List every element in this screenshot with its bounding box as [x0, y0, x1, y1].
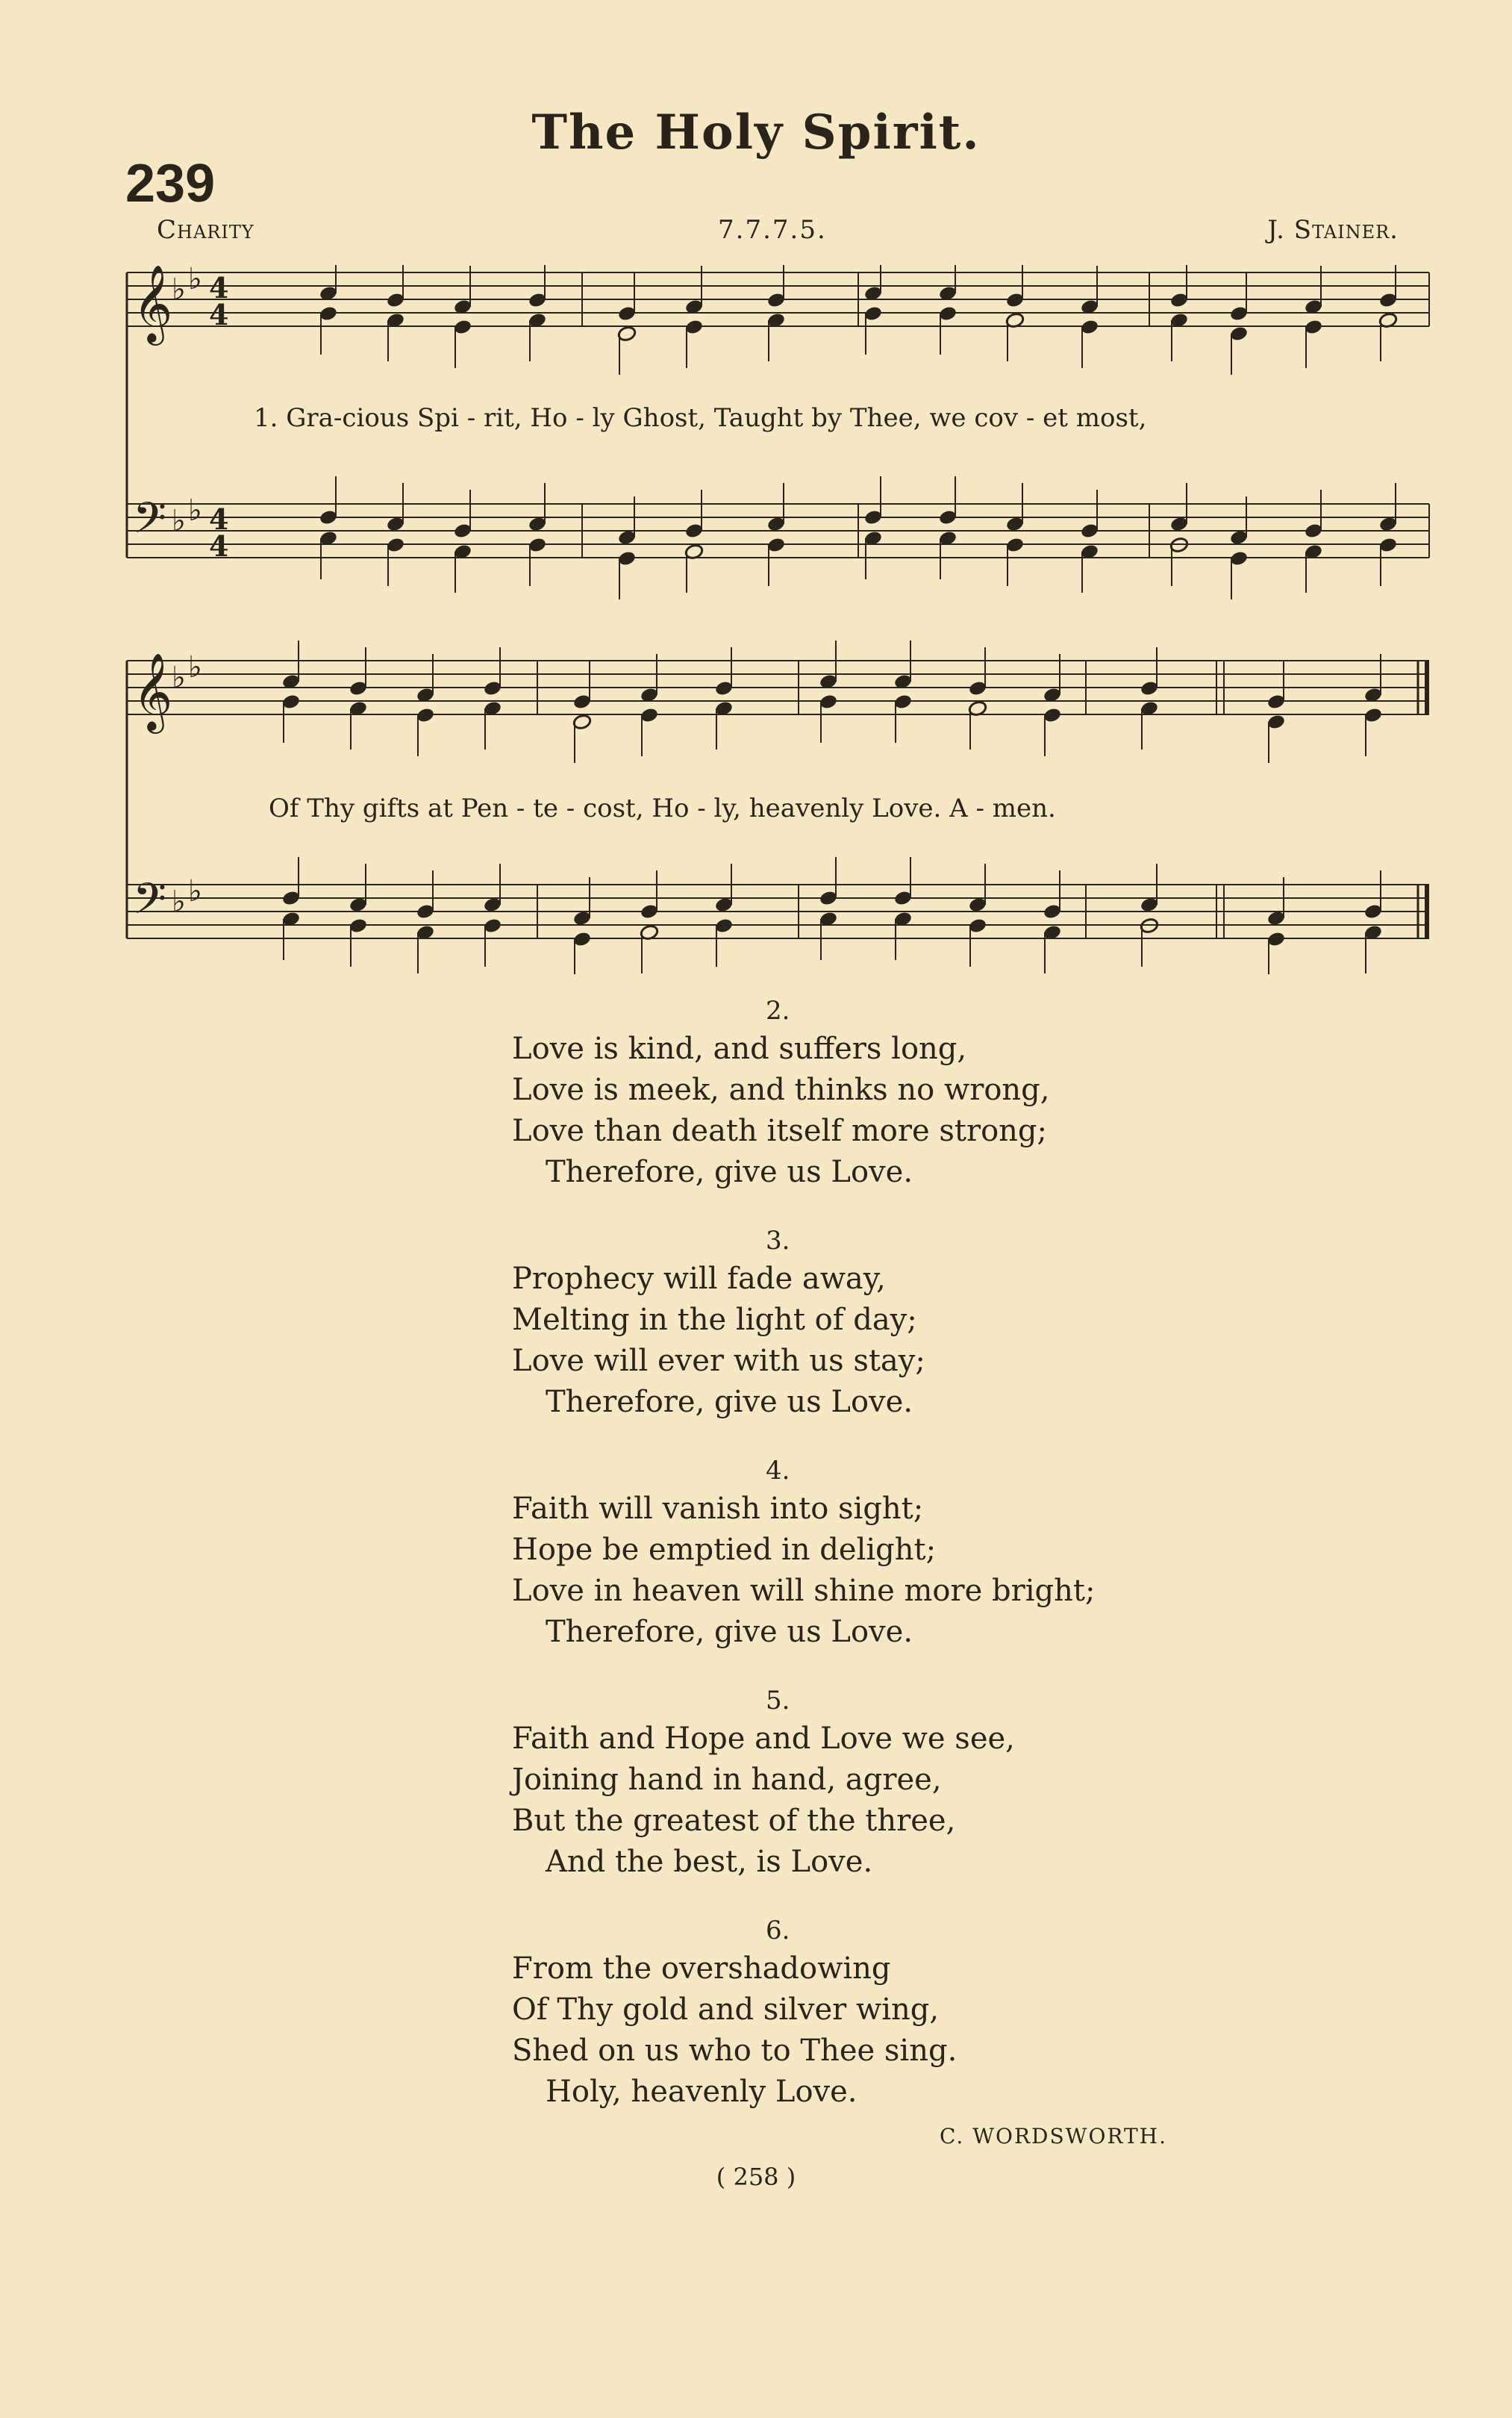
stanza: 6. From the overshadowing Of Thy gold and silver wing, Shed on us who to Thee sing. Holy, heavenly Love. [512, 1916, 958, 2109]
svg-text:♭: ♭ [188, 650, 202, 685]
composer: J. Stainer. [1267, 215, 1399, 245]
tune-name: Charity [157, 215, 254, 245]
stanza: 5. Faith and Hope and Love we see, Joining hand in hand, agree, But the greatest of the three, And the best, is Love. [512, 1686, 1015, 1879]
meter: 7.7.7.5. [718, 215, 827, 245]
svg-text:♭: ♭ [172, 272, 186, 307]
svg-text:4: 4 [209, 271, 229, 305]
lyrics-system-2: Of Thy gifts at Pen - te - cost, Ho - ly, heavenly Love. A - men. [269, 794, 1056, 823]
stanza: 4. Faith will vanish into sight; Hope be emptied in delight; Love in heaven will shine more bright; Therefore, give us Love. [512, 1456, 1096, 1649]
system2-treble-staff [127, 661, 1429, 714]
treble-clef-icon: 𝄞 [133, 652, 173, 731]
page-number: ( 258 ) [716, 2163, 796, 2191]
svg-text:♭: ♭ [172, 504, 186, 538]
bass-clef-icon: 𝄢 [133, 493, 167, 554]
svg-text:♭: ♭ [188, 265, 202, 296]
section-title: The Holy Spirit. [531, 105, 981, 161]
stanza: 2. Love is kind, and suffers long, Love is meek, and thinks no wrong, Love than death itself more strong; Therefore, give us Love. [512, 996, 1050, 1189]
stanzas [512, 993, 1258, 2143]
svg-text:♭: ♭ [188, 493, 202, 528]
svg-text:4: 4 [209, 502, 229, 536]
hymn-number: 239 [125, 154, 216, 214]
music-score [119, 265, 1433, 974]
author: C. WORDSWORTH. [940, 2124, 1167, 2149]
system2-bass-staff [127, 885, 1429, 938]
svg-text:♭: ♭ [172, 885, 186, 919]
svg-text:4: 4 [209, 298, 229, 331]
svg-text:♭: ♭ [172, 661, 186, 695]
svg-text:♭: ♭ [188, 874, 202, 909]
notes [281, 265, 1398, 974]
stanza: 3. Prophecy will fade away, Melting in the light of day; Love will ever with us stay; Therefore, give us Love. [512, 1226, 925, 1419]
bass-clef-icon: 𝄢 [133, 873, 167, 935]
svg-text:4: 4 [209, 529, 229, 563]
treble-clef-icon: 𝄞 [133, 265, 173, 343]
lyrics-system-1: 1. Gra-cious Spi - rit, Ho - ly Ghost, Taught by Thee, we cov - et most, [254, 403, 1147, 433]
